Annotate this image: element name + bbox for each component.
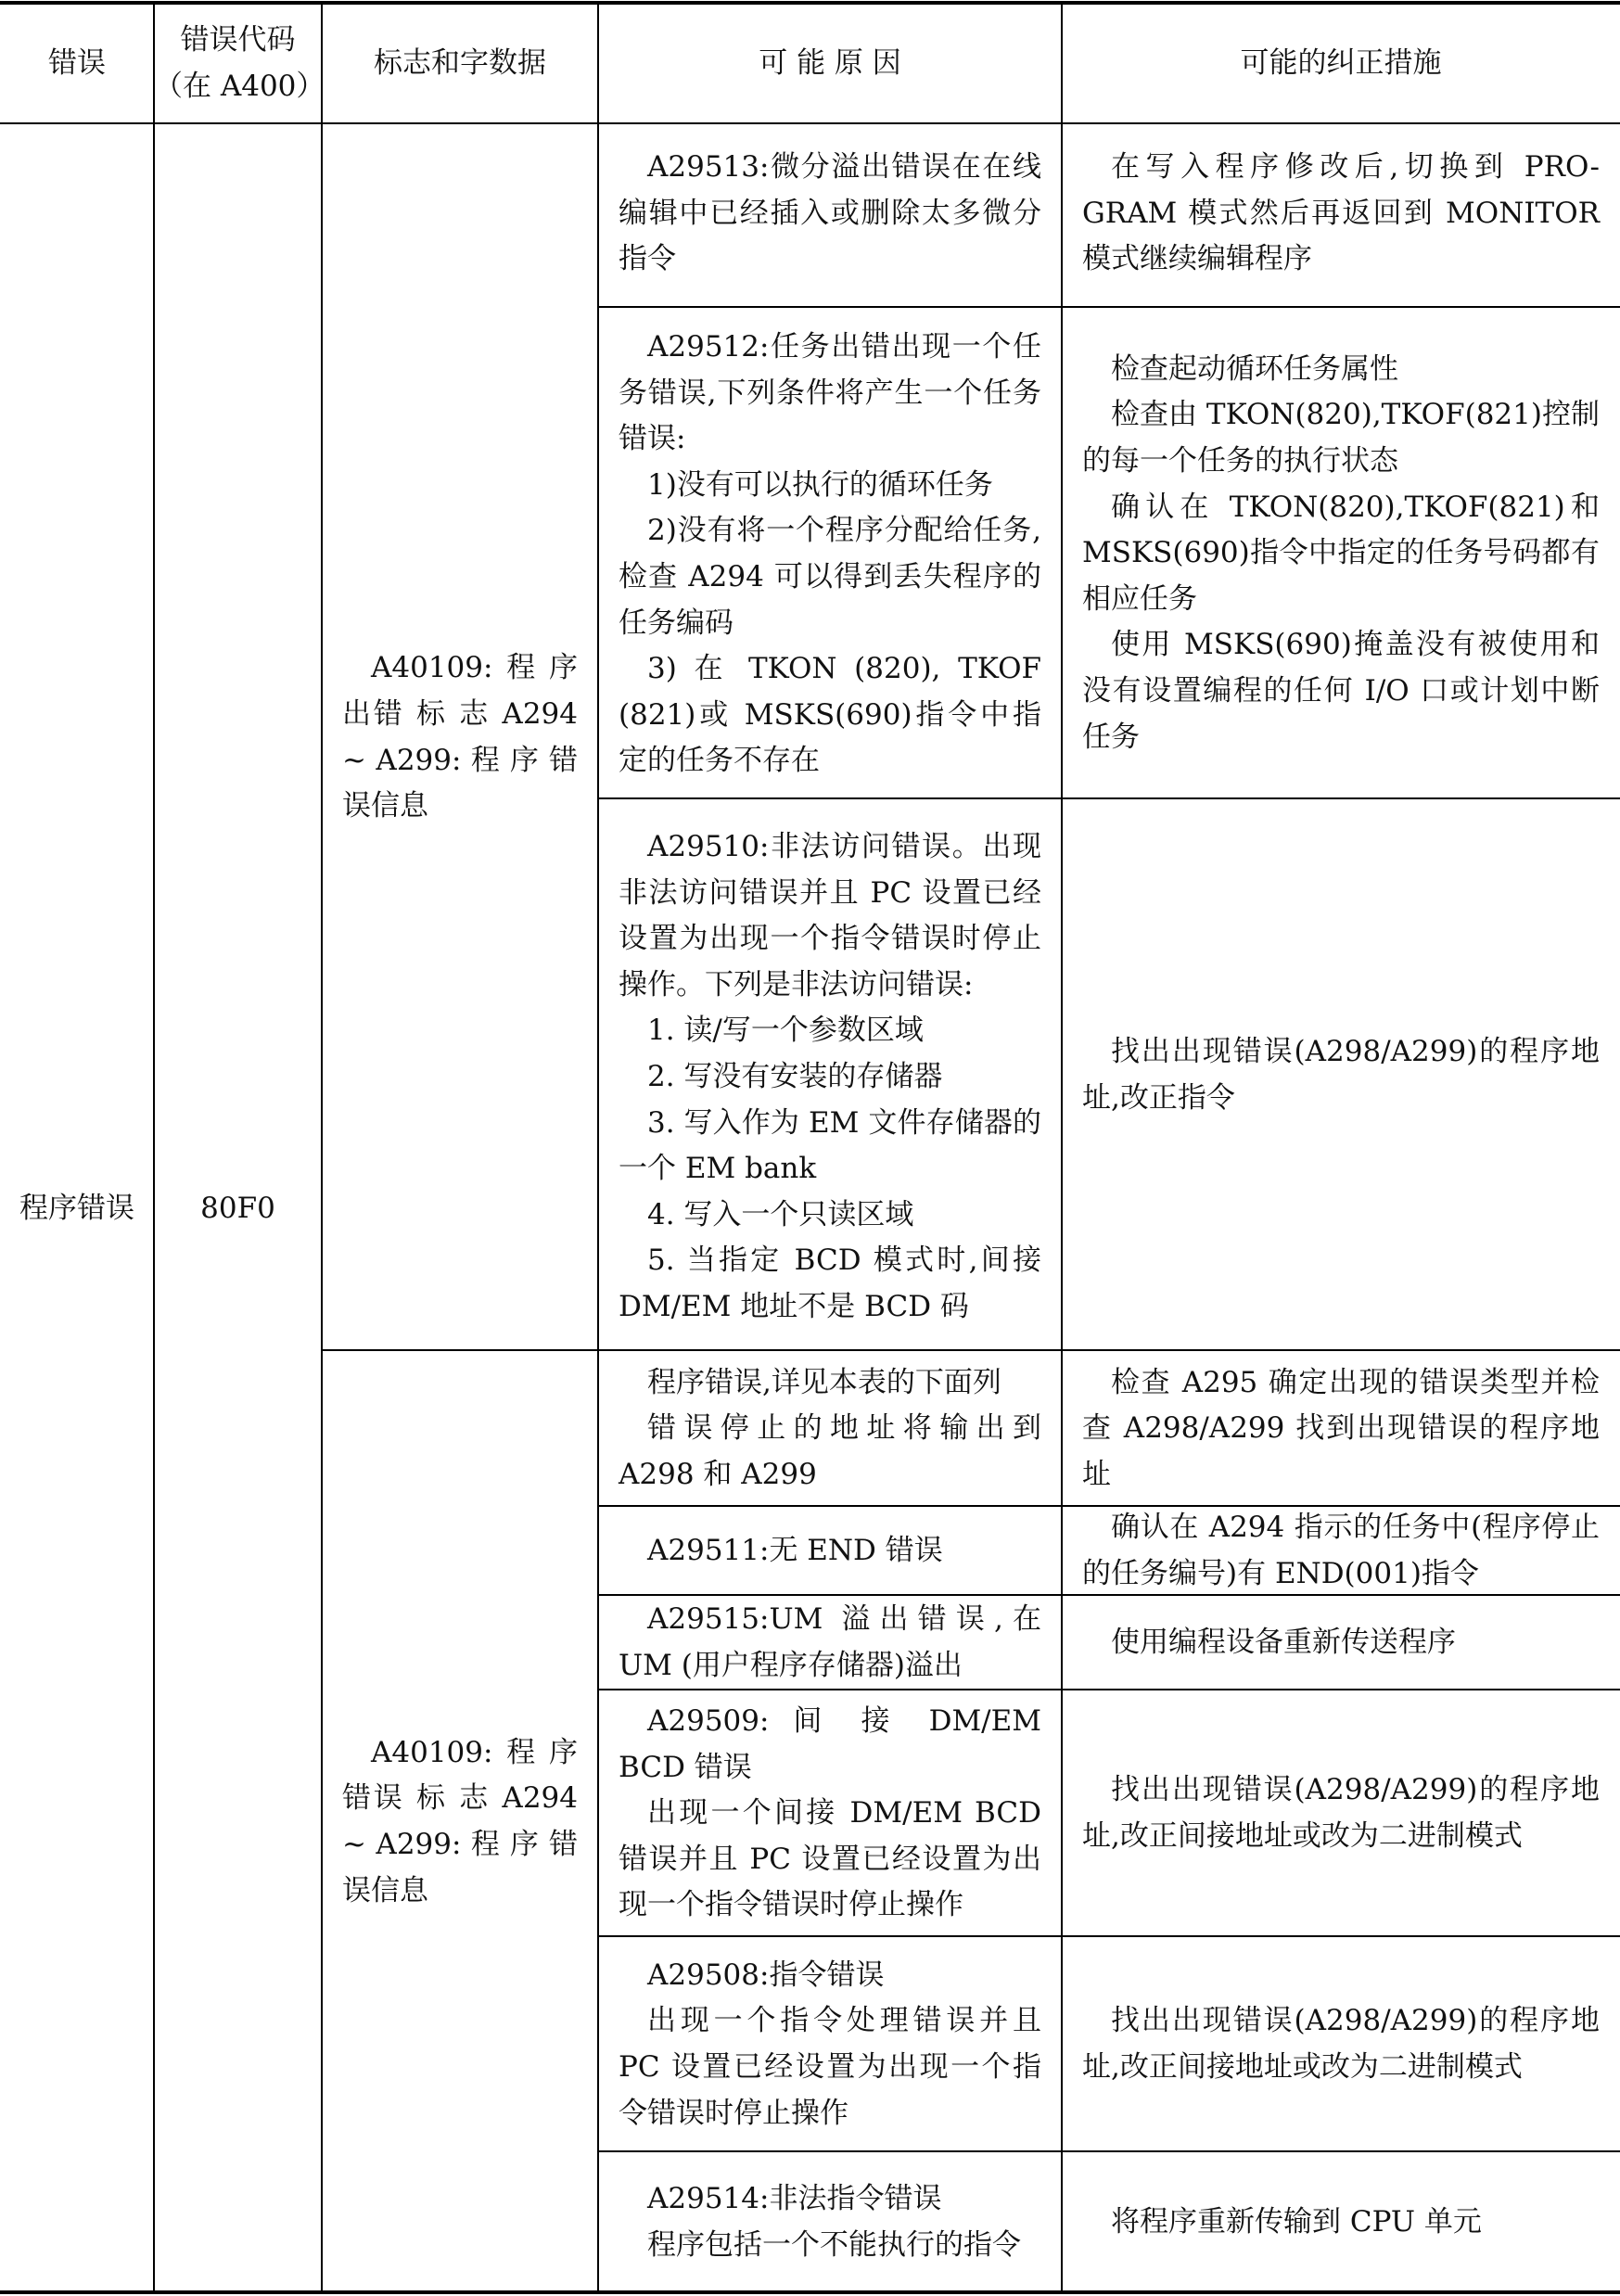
cause-row-6: A29509: 间 接 DM/EM BCD 错误 出现一个间接 DM/EM BCD 错误并且 PC 设置已经设置为出现一个指令错误时停止操作 [619, 1704, 1041, 1922]
action-row-5: 使用编程设备重新传送程序 [1111, 1626, 1456, 1660]
flag-group-2: A40109:程序错误 标 志 A294 ~ A299: 程 序 错 误信息 [342, 1735, 578, 1907]
action-row-2: 找出出现错误(A298/A299)的程序地址,改正指令 [1082, 1034, 1600, 1115]
flag-group-1: A40109:程序出错 标 志 A294 ~ A299: 程 序 错 误信息 [342, 651, 578, 823]
action-row-1: 检查起动循环任务属性 检查由 TKON(820),TKOF(821)控制的每一个任务的执行状态 确认在 TKON(820),TKOF(821)和 MSKS(690)指令中指定的任务号码都有相应任务 使用 MSKS(690)掩盖没有被使用和没有设置编程的任何 I/O 口或计划中断任务 [1082, 351, 1600, 754]
header-action: 可能的纠正措施 [1240, 46, 1442, 81]
action-row-7: 找出出现错误(A298/A299)的程序地址,改正间接地址或改为二进制模式 [1082, 2004, 1600, 2084]
header-flags: 标志和字数据 [374, 46, 546, 81]
action-row-6: 找出出现错误(A298/A299)的程序地址,改正间接地址或改为二进制模式 [1082, 1773, 1600, 1853]
header-cause: 可 能 原 因 [759, 46, 901, 81]
header-error: 错误 [48, 46, 106, 81]
cause-row-4: A29511:无 END 错误 [647, 1534, 943, 1568]
action-row-3: 检查 A295 确定出现的错误类型并检查 A298/A299 找到出现错误的程序地址 [1082, 1365, 1600, 1491]
error-code: 80F0 [200, 1191, 275, 1225]
action-row-4: 确认在 A294 指示的任务中(程序停止的任务编号)有 END(001)指令 [1082, 1511, 1600, 1590]
error-name: 程序错误 [19, 1191, 134, 1225]
action-row-8: 将程序重新传输到 CPU 单元 [1111, 2205, 1482, 2239]
cause-row-5: A29515:UM 溢出错误,在 UM (用户程序存储器)溢出 [619, 1602, 1041, 1682]
action-row-0: 在写入程序修改后,切换到 PRO-GRAM 模式然后再返回到 MONITOR 模式继续编辑程序 [1082, 150, 1600, 276]
cause-row-2: A29510:非法访问错误。出现非法访问错误并且 PC 设置已经设置为出现一个指令错误时停止操作。下列是非法访问错误: 1. 读/写一个参数区域 2. 写没有安装的存储器 3. 写入作为 EM 文件存储器的一个 EM bank 4. 写入一个只读区域 5. 当指定 BCD 模式时,间接 DM/EM 地址不是 BCD 码 [619, 830, 1041, 1323]
cause-row-7: A29508:指令错误 出现一个指令处理错误并且 PC 设置已经设置为出现一个指令错误时停止操作 [619, 1958, 1041, 2130]
cause-row-3: 程序错误,详见本表的下面列 错误停止的地址将输出到 A298 和 A299 [619, 1365, 1041, 1491]
cause-row-1: A29512:任务出错出现一个任务错误,下列条件将产生一个任务错误: 1)没有可以执行的循环任务 2)没有将一个程序分配给任务,检查 A294 可以得到丢失程序的任务编码 3) 在 TKON (820), TKOF (821)或 MSKS(690)指令中指定的任务不存在 [619, 330, 1041, 778]
header-error-code: 错误代码 （在 A400） [154, 23, 325, 103]
cause-row-8: A29514:非法指令错误 程序包括一个不能执行的指令 [647, 2182, 1021, 2262]
cause-row-0: A29513:微分溢出错误在在线编辑中已经插入或删除太多微分指令 [619, 150, 1041, 276]
